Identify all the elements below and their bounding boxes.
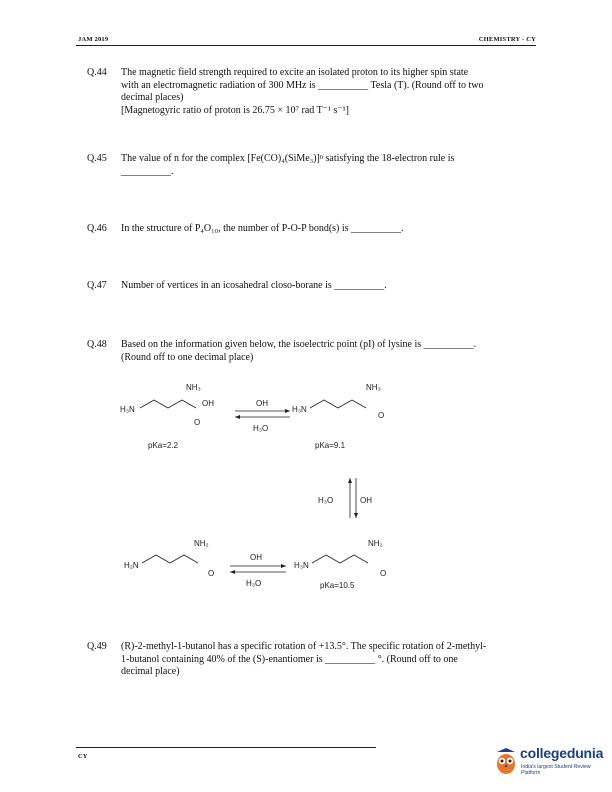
mol2-o: O — [378, 411, 385, 420]
question-49 — [87, 641, 539, 679]
brand-logo[interactable] — [494, 742, 606, 782]
arrow1-h3o: H₃O — [253, 424, 269, 433]
question-line: The value of n for the complex [Fe(CO)₄(SiMe₃)]ⁿ satisfying the 18-electron rule is — [121, 153, 455, 164]
footer-subject-code: CY — [78, 753, 88, 760]
header-divider — [76, 45, 536, 46]
question-line: __________. — [121, 165, 174, 177]
question-line: In the structure of P₄O₁₀, the number of P-O-P bond(s) is __________. — [121, 223, 404, 234]
mol4-nh2: NH₂ — [194, 539, 209, 548]
header-subject-label: CHEMISTRY - CY — [478, 36, 536, 43]
arrow3-oh: OH — [250, 553, 262, 562]
mol4-o: O — [208, 569, 215, 578]
question-line: Based on the information given below, the isoelectric point (pI) of lysine is __________. — [121, 339, 477, 350]
footer-divider — [76, 747, 376, 748]
question-46 — [87, 223, 539, 236]
question-line: (Round off to one decimal place) — [121, 351, 254, 363]
question-line: The magnetic field strength required to excite an isolated proton to its higher spin state — [121, 67, 469, 78]
owl-icon — [494, 746, 518, 776]
arrow2-h3o: H₃O — [318, 496, 334, 505]
question-number: Q.47 — [87, 280, 107, 291]
mol1-nh3: NH₃ — [186, 383, 201, 392]
mol3-h3n: H₃N — [294, 561, 309, 570]
scheme-drawing — [110, 378, 540, 598]
pka1-label: pKa=2.2 — [148, 441, 179, 450]
question-number: Q.48 — [87, 339, 107, 350]
mol2-nh3: NH₃ — [366, 383, 381, 392]
question-line: decimal place) — [121, 666, 180, 677]
lysine-equilibrium-scheme — [110, 378, 540, 598]
question-number: Q.46 — [87, 223, 107, 234]
question-line: 1-butanol containing 40% of the (S)-enantiomer is __________ °. (Round off to one — [121, 653, 458, 665]
question-number: Q.45 — [87, 153, 107, 164]
arrow3-h3o: H₃O — [246, 579, 262, 588]
brand-name: collegedunia — [520, 745, 604, 761]
mol3-nh2: NH₂ — [368, 539, 383, 548]
question-line: Number of vertices in an icosahedral closo-borane is __________. — [121, 280, 387, 291]
question-number: Q.49 — [87, 641, 107, 652]
mol4-h2n: H₂N — [124, 561, 139, 570]
pka3-label: pKa=10.5 — [320, 581, 355, 590]
question-44 — [87, 67, 539, 117]
arrow1-oh: OH — [256, 399, 268, 408]
pka2-label: pKa=9.1 — [315, 441, 346, 450]
question-line: with an electromagnetic radiation of 300 MHz is __________ Tesla (T). (Round off to two — [121, 79, 484, 91]
question-line: (R)-2-methyl-1-butanol has a specific rotation of +13.5°. The specific rotation of 2-methyl- — [121, 641, 487, 652]
question-47 — [87, 280, 539, 293]
question-number: Q.44 — [87, 67, 107, 78]
mol1-h3n: H₃N — [120, 405, 135, 414]
question-line: [Magnetogyric ratio of proton is 26.75 × 10⁷ rad T⁻¹ s⁻¹] — [121, 104, 349, 116]
mol3-o: O — [380, 569, 387, 578]
mol1-oh: OH — [202, 399, 214, 408]
header-exam-label: JAM 2019 — [78, 36, 109, 43]
question-45 — [87, 153, 539, 178]
question-48 — [87, 339, 539, 364]
question-line: decimal places) — [121, 92, 184, 103]
brand-tagline: India's largest Student Review Platform — [521, 764, 591, 776]
mol1-o: O — [194, 418, 201, 427]
arrow2-oh: OH — [360, 496, 372, 505]
mol2-h3n: H₃N — [292, 405, 307, 414]
